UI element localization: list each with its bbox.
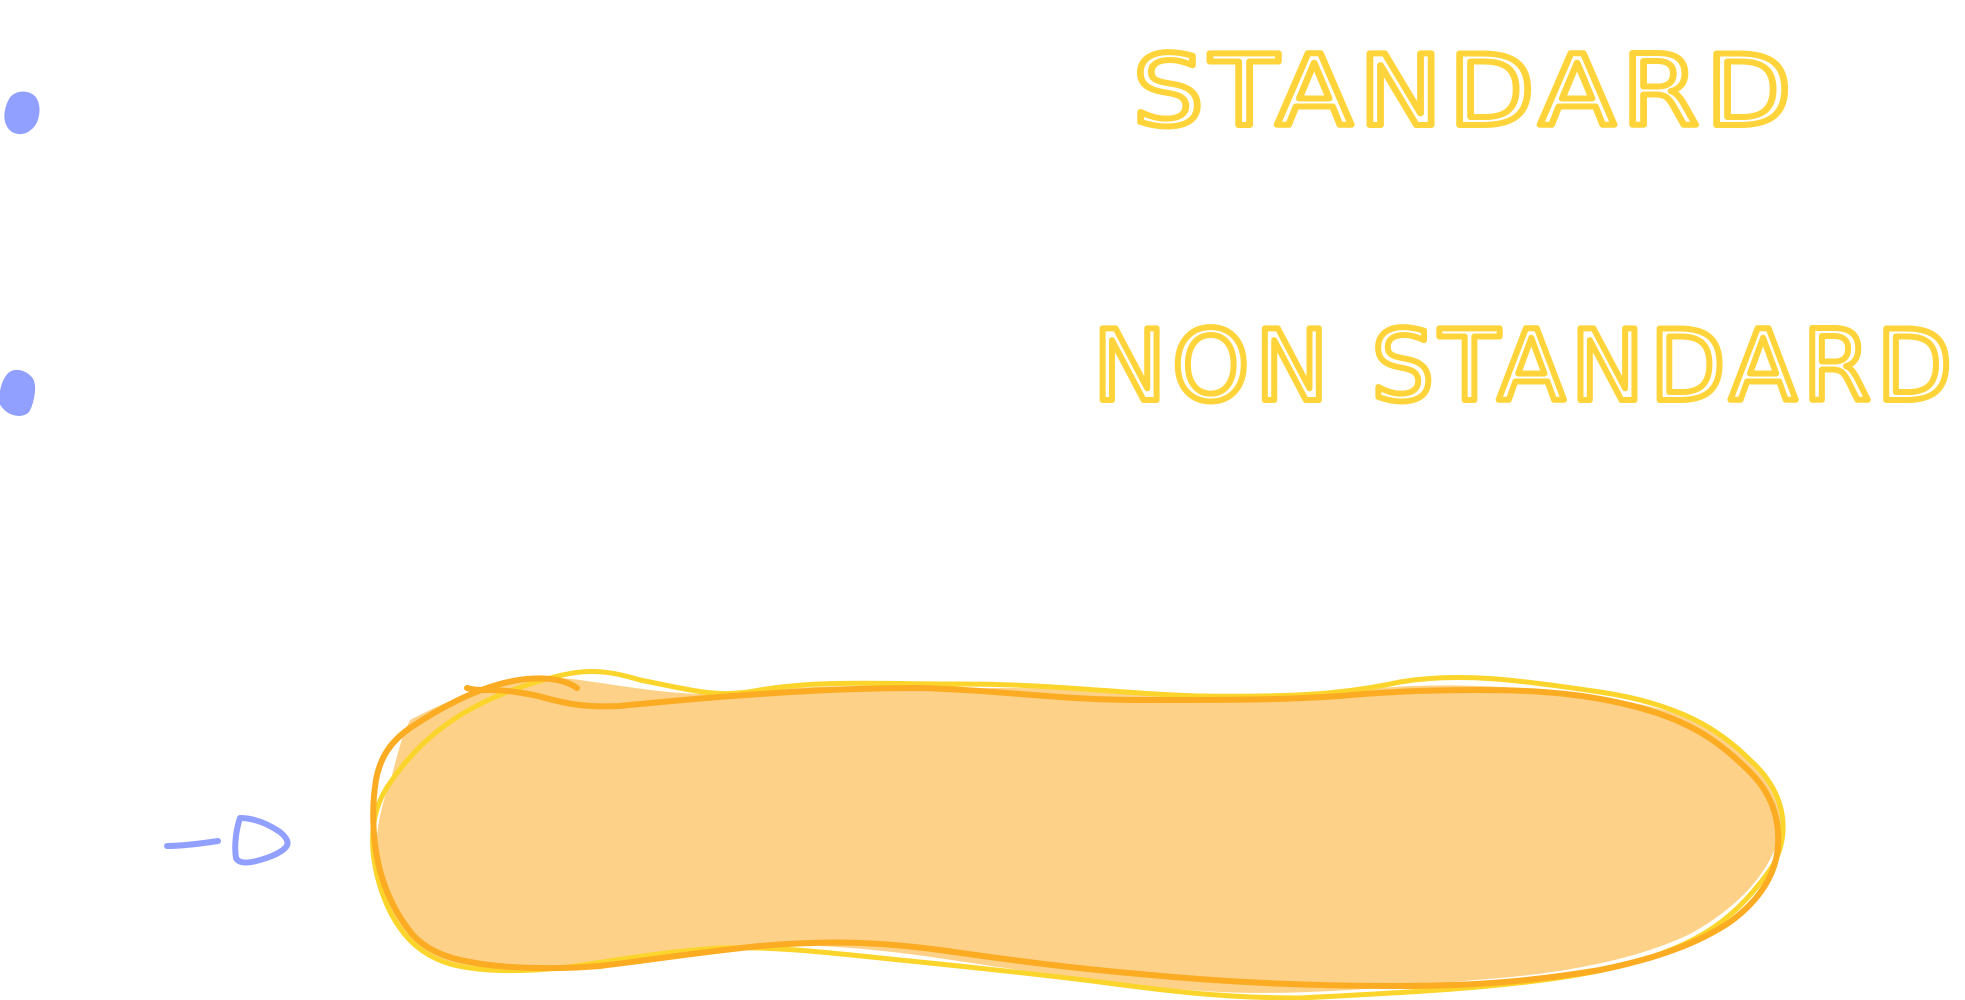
non-standard-label: NON STANDARD (1093, 310, 1958, 424)
standard-label: STANDARD (1133, 35, 1798, 149)
blue-dot-icon[interactable] (1, 372, 33, 414)
capsule-fill (376, 678, 1781, 993)
arrow-right-icon[interactable] (167, 818, 288, 862)
highlight-capsule[interactable] (373, 671, 1784, 998)
blue-dot-icon[interactable] (6, 94, 37, 133)
